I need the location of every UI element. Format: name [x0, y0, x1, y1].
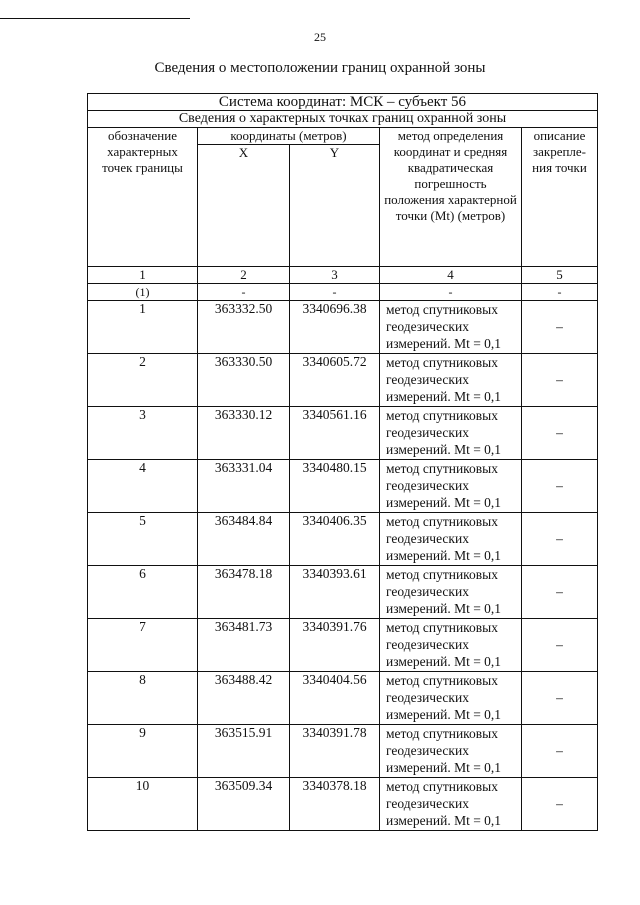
point-number: 3: [88, 407, 198, 460]
point-description: –: [522, 619, 598, 672]
point-x: 363330.50: [198, 354, 290, 407]
point-description: –: [522, 725, 598, 778]
column-number: 3: [290, 267, 380, 284]
table-row: [88, 619, 598, 672]
point-number: 10: [88, 778, 198, 831]
point-method: метод спутниковых геодезических измерений. Mt = 0,1: [380, 566, 522, 619]
point-description: –: [522, 513, 598, 566]
point-x: 363488.42: [198, 672, 290, 725]
column-number: 1: [88, 267, 198, 284]
point-description: –: [522, 301, 598, 354]
top-rule: [0, 18, 190, 19]
point-y: 3340391.78: [290, 725, 380, 778]
point-y: 3340404.56: [290, 672, 380, 725]
table-row: [88, 672, 598, 725]
point-method: метод спутниковых геодезических измерений. Mt = 0,1: [380, 301, 522, 354]
point-description: –: [522, 778, 598, 831]
page-number: 25: [314, 30, 326, 44]
point-method: метод спутниковых геодезических измерений. Mt = 0,1: [380, 407, 522, 460]
point-description: –: [522, 354, 598, 407]
point-number: 1: [88, 301, 198, 354]
table-row: [88, 407, 598, 460]
column-number: 5: [522, 267, 598, 284]
point-number: 2: [88, 354, 198, 407]
table-row: [88, 513, 598, 566]
point-method: метод спутниковых геодезических измерений. Mt = 0,1: [380, 725, 522, 778]
contour-y: -: [290, 284, 380, 301]
point-description: –: [522, 566, 598, 619]
point-x: 363330.12: [198, 407, 290, 460]
table-row: [88, 778, 598, 831]
point-y: 3340561.16: [290, 407, 380, 460]
table-row: [88, 725, 598, 778]
point-description: –: [522, 460, 598, 513]
point-x: 363332.50: [198, 301, 290, 354]
point-number: 5: [88, 513, 198, 566]
point-number: 8: [88, 672, 198, 725]
contour-method: -: [380, 284, 522, 301]
point-number: 6: [88, 566, 198, 619]
coordinate-system-cell: Система координат: МСК – субъект 56: [88, 94, 598, 111]
point-y: 3340605.72: [290, 354, 380, 407]
point-method: метод спутниковых геодезических измерений. Mt = 0,1: [380, 672, 522, 725]
table-row: [88, 301, 598, 354]
table-row: [88, 460, 598, 513]
column-number: 4: [380, 267, 522, 284]
header-method: метод определения координат и средняя квадратическая погрешность положения характерной точки (Mt) (метров): [380, 128, 522, 267]
point-method: метод спутниковых геодезических измерений. Mt = 0,1: [380, 513, 522, 566]
table-row: [88, 354, 598, 407]
point-x: 363478.18: [198, 566, 290, 619]
point-number: 7: [88, 619, 198, 672]
point-y: 3340378.18: [290, 778, 380, 831]
contour-label: (1): [88, 284, 198, 301]
point-y: 3340696.38: [290, 301, 380, 354]
point-method: метод спутниковых геодезических измерений. Mt = 0,1: [380, 778, 522, 831]
point-x: 363484.84: [198, 513, 290, 566]
table-row: [88, 566, 598, 619]
contour-description: -: [522, 284, 598, 301]
header-designation: обозначение характерных точек границы: [88, 128, 198, 267]
point-method: метод спутниковых геодезических измерений. Mt = 0,1: [380, 619, 522, 672]
point-y: 3340406.35: [290, 513, 380, 566]
coordinates-table: [87, 93, 598, 831]
point-x: 363515.91: [198, 725, 290, 778]
document-title: Сведения о местоположении границ охранной зоны: [154, 60, 486, 76]
point-number: 4: [88, 460, 198, 513]
column-number: 2: [198, 267, 290, 284]
point-y: 3340393.61: [290, 566, 380, 619]
point-x: 363481.73: [198, 619, 290, 672]
point-method: метод спутниковых геодезических измерений. Mt = 0,1: [380, 354, 522, 407]
contour-row: [88, 284, 598, 301]
points-info-cell: Сведения о характерных точках границ охранной зоны: [88, 111, 598, 128]
point-method: метод спутниковых геодезических измерений. Mt = 0,1: [380, 460, 522, 513]
point-description: –: [522, 407, 598, 460]
point-number: 9: [88, 725, 198, 778]
point-description: –: [522, 672, 598, 725]
point-x: 363331.04: [198, 460, 290, 513]
contour-x: -: [198, 284, 290, 301]
column-numbers-row: [88, 267, 598, 284]
header-coordinates: координаты (метров): [198, 128, 380, 145]
point-x: 363509.34: [198, 778, 290, 831]
header-x: X: [198, 145, 290, 267]
header-description: описание закрепле-ния точки: [522, 128, 598, 267]
point-y: 3340480.15: [290, 460, 380, 513]
point-y: 3340391.76: [290, 619, 380, 672]
header-y: Y: [290, 145, 380, 267]
